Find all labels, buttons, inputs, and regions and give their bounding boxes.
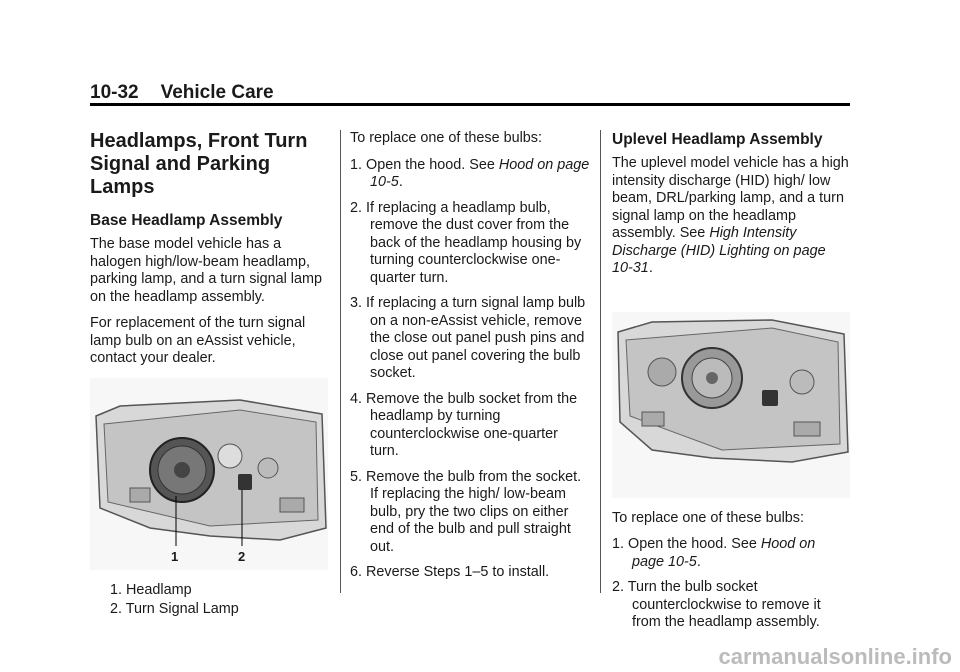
step-item: 4. Remove the bulb socket from the headlamp by turning counterclockwise one-quarter turn.: [350, 390, 578, 459]
column-2: [350, 130, 590, 590]
callout-2: 2: [238, 548, 246, 564]
paragraph-text: The uplevel model vehicle has a high intensity discharge (HID) high/ low beam, DRL/parking lamp, and a turn signal lamp on the headlamp assembly. See: [612, 155, 849, 241]
step-item: [350, 157, 590, 192]
callout-1: 1: [171, 548, 179, 564]
page-number: 10-32: [90, 82, 139, 103]
caption-item: 1. Headlamp: [110, 581, 192, 598]
column-divider: [340, 130, 341, 593]
step-text: .: [398, 174, 403, 190]
step-text: .: [696, 553, 701, 570]
subheading-base-assembly: Base Headlamp Assembly: [90, 212, 283, 229]
header-rule: [90, 103, 850, 106]
paragraph: The base model vehicle has a halogen high/low-beam headlamp, parking lamp, and a turn signal lamp on the headlamp assembly.: [90, 236, 322, 305]
steps-list: [350, 157, 590, 582]
step-item: 5. Remove the bulb from the socket. If replacing the high/ low-beam bulb, pry the two clips on either end of the bulb and pull straight out.: [350, 468, 582, 555]
paragraph: [612, 155, 850, 278]
step-item: 3. If replacing a turn signal lamp bulb on a non-eAssist vehicle, remove the close out panel push pins and close out panel covering the bulb socket.: [350, 295, 586, 381]
cross-reference-link[interactable]: High Intensity Discharge (HID) Lighting on page 10-31: [612, 225, 826, 276]
headlamp-illustration: [90, 378, 328, 570]
base-headlamp-figure: [90, 378, 328, 570]
paragraph: For replacement of the turn signal lamp bulb on an eAssist vehicle, contact your dealer.: [90, 315, 306, 366]
step-item: 2. Turn the bulb socket counterclockwise to remove it from the headlamp assembly.: [612, 579, 821, 630]
column-3: [612, 130, 850, 640]
figure-caption-list: [110, 582, 330, 619]
cross-reference-link[interactable]: Hood on page 10-5: [370, 156, 590, 190]
step-item: [612, 536, 850, 571]
steps-list: [612, 536, 850, 632]
paragraph-text: .: [648, 260, 653, 276]
step-item: 2. If replacing a headlamp bulb, remove the dust cover from the back of the headlamp housing by turning counterclockwise one-quarter turn.: [350, 199, 582, 286]
page-header: [90, 82, 274, 104]
steps-intro: To replace one of these bulbs:: [612, 509, 805, 526]
step-text: 1. Open the hood. See: [350, 156, 499, 173]
column-divider: [600, 130, 601, 593]
steps-intro: To replace one of these bulbs:: [350, 130, 543, 146]
cross-reference-link[interactable]: Hood on page 10-5: [632, 536, 816, 570]
column-1: [90, 130, 330, 621]
section-title: Vehicle Care: [160, 82, 274, 103]
uplevel-headlamp-figure: [612, 312, 850, 498]
step-text: 1. Open the hood. See: [612, 536, 761, 552]
section-heading: Headlamps, Front Turn Signal and Parking Lamps: [90, 130, 308, 198]
subheading-uplevel-assembly: Uplevel Headlamp Assembly: [612, 131, 823, 148]
caption-item: 2. Turn Signal Lamp: [110, 601, 239, 617]
watermark: carmanualsonline.info: [718, 644, 952, 669]
headlamp-illustration: [612, 312, 850, 498]
step-item: 6. Reverse Steps 1–5 to install.: [350, 564, 550, 580]
